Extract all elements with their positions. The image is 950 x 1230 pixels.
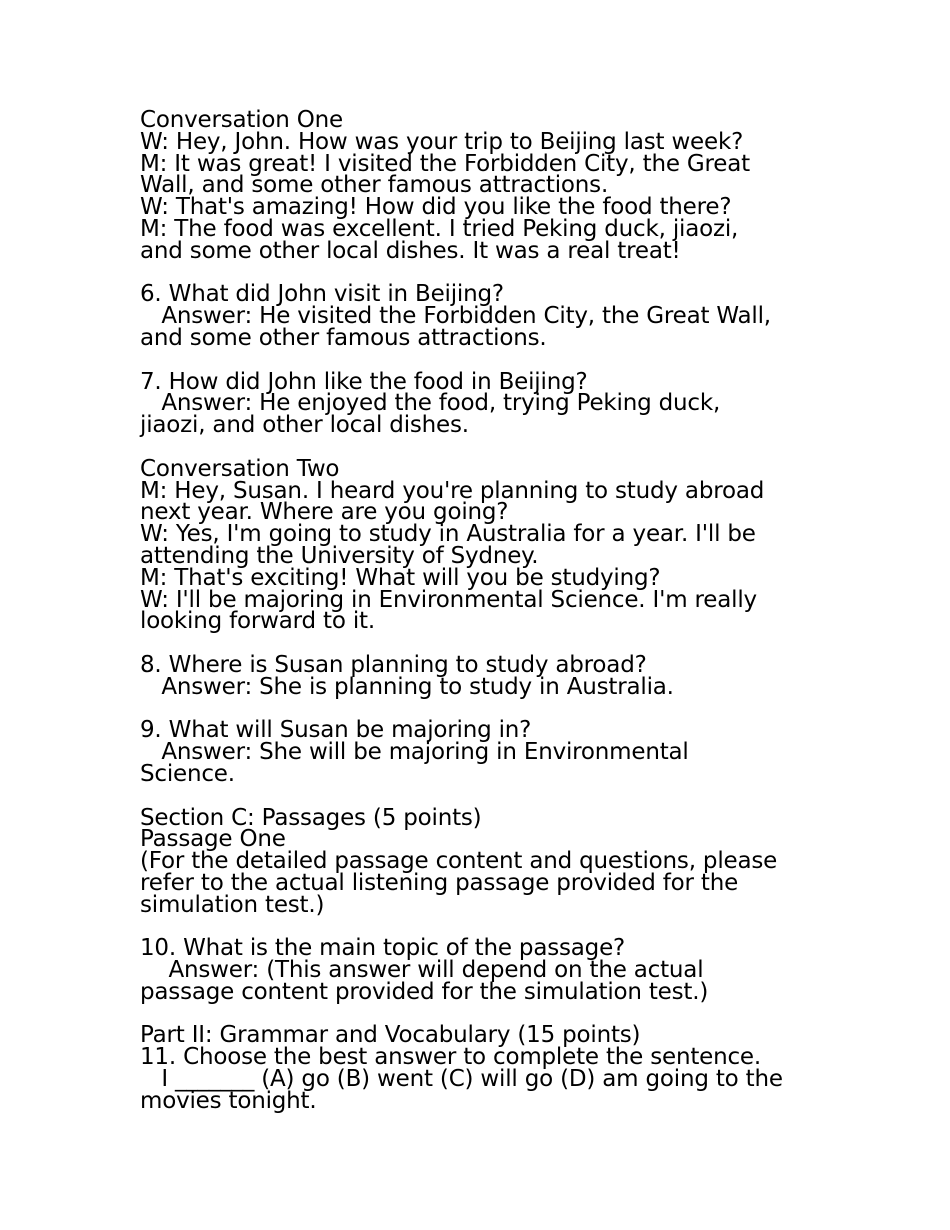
dialogue-line: and some other local dishes. It was a real treat! bbox=[140, 237, 681, 264]
conversation-one-heading: Conversation One bbox=[140, 107, 344, 133]
answer-line: passage content provided for the simulation test.) bbox=[140, 978, 709, 1005]
answer-line: Answer: He visited the Forbidden City, the Great Wall, bbox=[140, 303, 771, 330]
passage-one-heading: Passage One bbox=[140, 826, 286, 853]
answer-line: Answer: He enjoyed the food, trying Peking duck, bbox=[140, 390, 721, 417]
question-8: 8. Where is Susan planning to study abroad? bbox=[140, 651, 647, 678]
dialogue-line: attending the University of Sydney. bbox=[140, 542, 539, 569]
dialogue-line: Wall, and some other famous attractions. bbox=[140, 172, 609, 199]
question-10: 10. What is the main topic of the passage? bbox=[140, 935, 626, 962]
dialogue-line: looking forward to it. bbox=[140, 608, 375, 635]
passage-note-line: simulation test.) bbox=[140, 891, 325, 918]
question-9: 9. What will Susan be majoring in? bbox=[140, 717, 532, 744]
answer-line: Answer: She will be majoring in Environmental bbox=[140, 739, 689, 766]
question-11: 11. Choose the best answer to complete the sentence. bbox=[140, 1044, 761, 1071]
dialogue-line: W: Yes, I'm going to study in Australia for a year. I'll be bbox=[140, 521, 756, 548]
dialogue-line: M: That's exciting! What will you be studying? bbox=[140, 564, 661, 591]
part-two-heading: Part II: Grammar and Vocabulary (15 points) bbox=[140, 1022, 641, 1049]
dialogue-line: next year. Where are you going? bbox=[140, 499, 509, 526]
question-7: 7. How did John like the food in Beijing? bbox=[140, 368, 588, 395]
answer-line: and some other famous attractions. bbox=[140, 324, 547, 351]
section-c-heading: Section C: Passages (5 points) bbox=[140, 804, 482, 831]
dialogue-line: M: It was great! I visited the Forbidden City, the Great bbox=[140, 150, 750, 177]
document-page bbox=[140, 107, 830, 1114]
choice-line: movies tonight. bbox=[140, 1087, 317, 1114]
question-6: 6. What did John visit in Beijing? bbox=[140, 281, 504, 308]
dialogue-line: W: Hey, John. How was your trip to Beijing last week? bbox=[140, 128, 744, 155]
dialogue-line: W: I'll be majoring in Environmental Science. I'm really bbox=[140, 586, 757, 613]
conversation-two-heading: Conversation Two bbox=[140, 455, 340, 482]
answer-line: jiaozi, and other local dishes. bbox=[140, 412, 469, 439]
answer-line: Science. bbox=[140, 760, 235, 787]
dialogue-line: W: That's amazing! How did you like the food there? bbox=[140, 194, 732, 221]
answer-line: Answer: She is planning to study in Australia. bbox=[140, 673, 674, 700]
dialogue-line: M: The food was excellent. I tried Peking duck, jiaozi, bbox=[140, 215, 739, 242]
dialogue-line: M: Hey, Susan. I heard you're planning to study abroad bbox=[140, 477, 765, 504]
choice-line: I _______ (A) go (B) went (C) will go (D) am going to the bbox=[140, 1066, 783, 1093]
answer-line: Answer: (This answer will depend on the actual bbox=[140, 957, 704, 984]
passage-note-line: (For the detailed passage content and questions, please bbox=[140, 848, 778, 875]
passage-note-line: refer to the actual listening passage provided for the bbox=[140, 869, 739, 896]
